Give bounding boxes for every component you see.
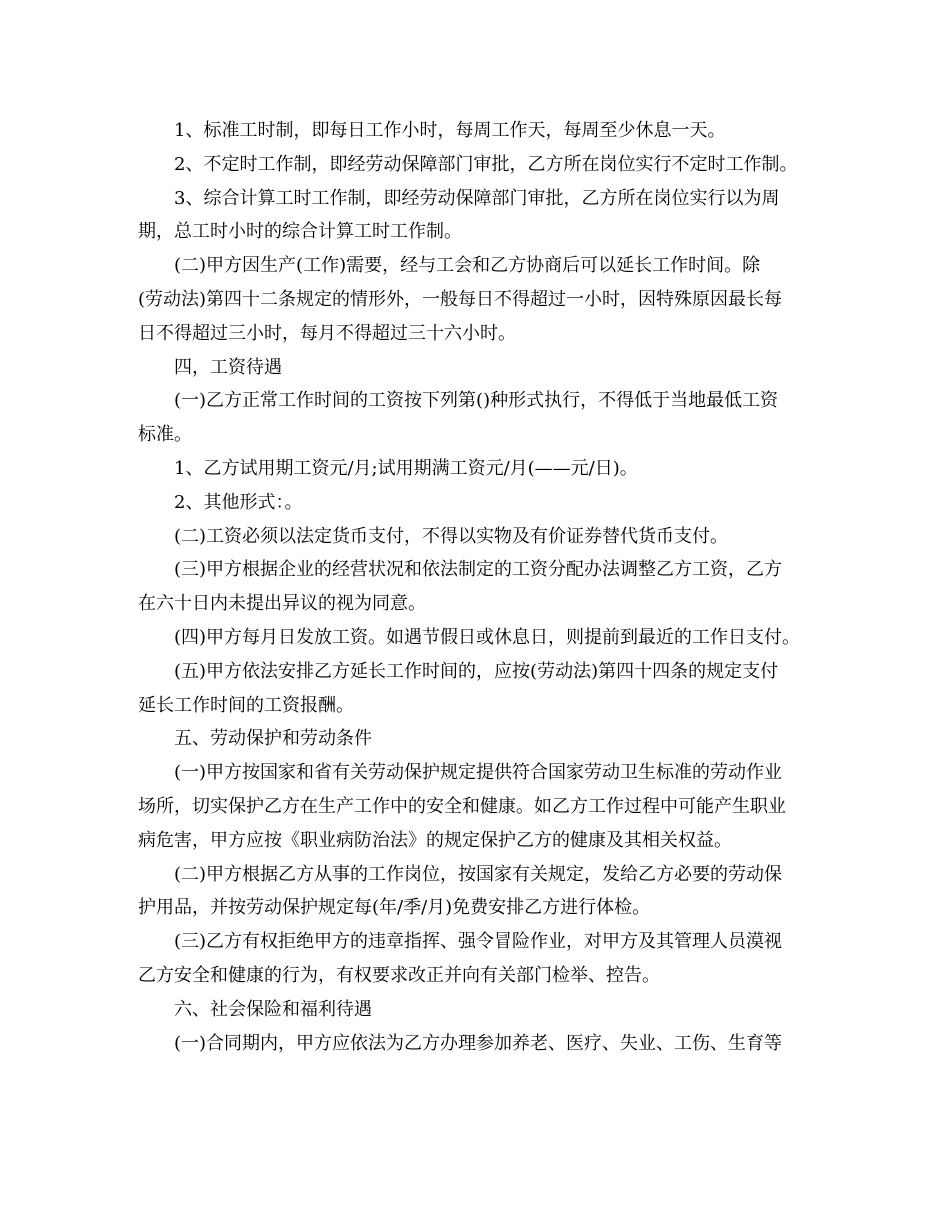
paragraph-line: 在六十日内未提出异议的视为同意。 [138, 593, 426, 615]
paragraph-line: 六、社会保险和福利待遇 [174, 998, 372, 1020]
paragraph-line: 1、乙方试用期工资元/月;试用期满工资元/月(——元/日)。 [174, 457, 638, 479]
paragraph-line: (二)甲方根据乙方从事的工作岗位，按国家有关规定，发给乙方必要的劳动保 [174, 863, 783, 885]
paragraph-line: 1、标准工时制，即每日工作小时，每周工作天，每周至少休息一天。 [174, 120, 726, 141]
paragraph-line: (一)甲方按国家和省有关劳动保护规定提供符合国家劳动卫生标准的劳动作业 [174, 762, 783, 784]
paragraph-line: 3、综合计算工时工作制，即经劳动保障部门审批，乙方所在岗位实行以为周 [174, 187, 780, 209]
paragraph-line: (五)甲方依法安排乙方延长工作时间的，应按(劳动法)第四十四条的规定支付 [174, 660, 779, 682]
paragraph-line: 标准。 [138, 424, 192, 446]
paragraph-line: (二)甲方因生产(工作)需要，经与工会和乙方协商后可以延长工作时间。除 [174, 255, 761, 277]
paragraph-line: (一)乙方正常工作时间的工资按下列第()种形式执行，不得低于当地最低工资 [174, 390, 779, 412]
paragraph-line: 护用品，并按劳动保护规定每(年/季/月)免费安排乙方进行体检。 [138, 897, 651, 919]
paragraph-line: (二)工资必须以法定货币支付，不得以实物及有价证券替代货币支付。 [174, 525, 729, 547]
paragraph-line: 五、劳动保护和劳动条件 [174, 728, 372, 750]
paragraph-line: (劳动法)第四十二条规定的情形外，一般每日不得超过一小时，因特殊原因最长每 [138, 288, 783, 310]
paragraph-line: (四)甲方每月日发放工资。如遇节假日或休息日，则提前到最近的工作日支付。 [174, 626, 801, 648]
paragraph-line: (三)乙方有权拒绝甲方的违章指挥、强令冒险作业，对甲方及其管理人员漠视 [174, 931, 783, 953]
paragraph-line: 日不得超过三小时，每月不得超过三十六小时。 [138, 322, 516, 344]
paragraph-line: 延长工作时间的工资报酬。 [138, 694, 354, 716]
paragraph-line: 四，工资待遇 [174, 356, 282, 378]
paragraph-line: 场所，切实保护乙方在生产工作中的安全和健康。如乙方工作过程中可能产生职业 [138, 795, 786, 817]
paragraph-line: 乙方安全和健康的行为，有权要求改正并向有关部门检举、控告。 [138, 964, 660, 986]
paragraph-line: 2、其他形式：。 [174, 491, 303, 513]
paragraph-line: (三)甲方根据企业的经营状况和依法制定的工资分配办法调整乙方工资，乙方 [174, 559, 783, 581]
paragraph-line: 2、不定时工作制，即经劳动保障部门审批，乙方所在岗位实行不定时工作制。 [174, 153, 798, 175]
paragraph-line: (一)合同期内，甲方应依法为乙方办理参加养老、医疗、失业、工伤、生育等 [174, 1032, 783, 1054]
paragraph-line: 病危害，甲方应按《职业病防治法》的规定保护乙方的健康及其相关权益。 [138, 829, 732, 851]
document-body [138, 114, 828, 1060]
paragraph-line: 期，总工时小时的综合计算工时工作制。 [138, 221, 462, 243]
